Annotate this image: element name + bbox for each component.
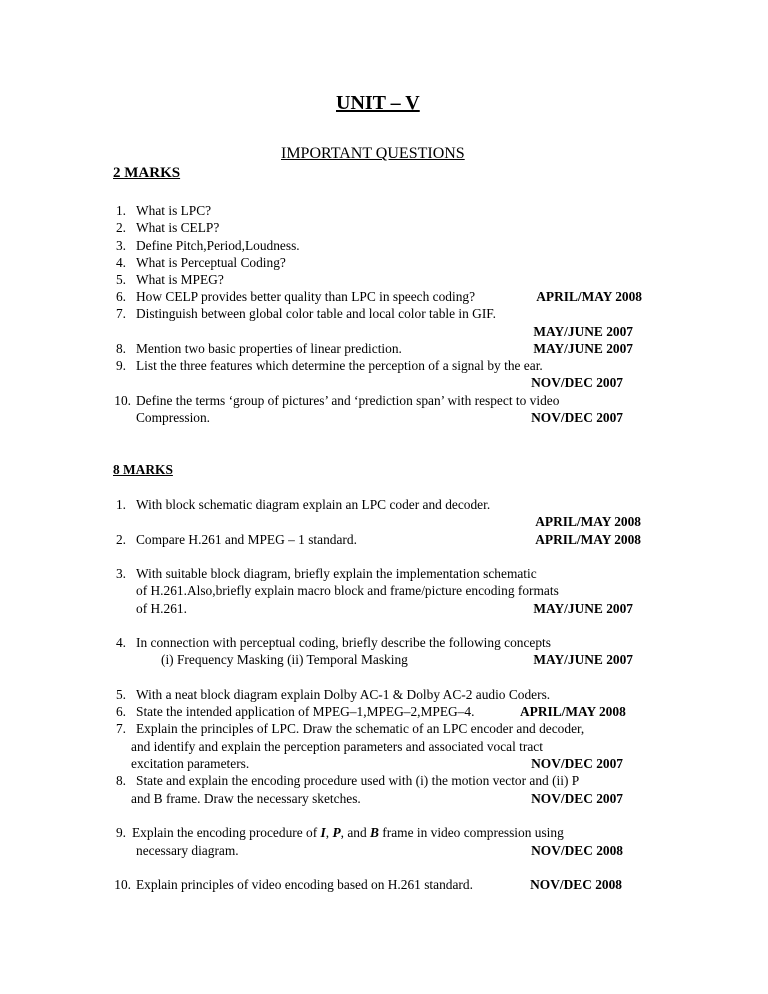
question-text-continued: Compression. — [136, 410, 211, 425]
exam-date-tag: APRIL/MAY 2008 — [536, 289, 642, 304]
item-number: 5. — [115, 272, 126, 287]
question-text-continued: and B frame. Draw the necessary sketches. — [131, 791, 361, 806]
question-text: Distinguish between global color table and local color table in GIF. — [136, 306, 497, 321]
question-text: What is CELP? — [136, 220, 220, 235]
question-text: What is Perceptual Coding? — [136, 255, 286, 270]
exam-date-tag: NOV/DEC 2008 — [530, 877, 622, 892]
question-text: What is LPC? — [136, 203, 212, 218]
exam-date-tag: MAY/JUNE 2007 — [533, 652, 633, 667]
question-text: With block schematic diagram explain an LPC coder and decoder. — [136, 497, 491, 512]
question-text: With a neat block diagram explain Dolby AC-1 & Dolby AC-2 audio Coders. — [136, 687, 551, 702]
exam-date-tag: NOV/DEC 2007 — [531, 410, 623, 425]
item-number: 10. — [114, 877, 131, 892]
question-text-part: frame in video compression using — [378, 825, 564, 840]
item-number: 6. — [115, 289, 126, 304]
item-number: 10. — [114, 393, 131, 408]
item-number: 7. — [115, 306, 126, 321]
question-text: What is MPEG? — [136, 272, 224, 287]
item-number: 2. — [115, 220, 126, 235]
exam-date-tag: NOV/DEC 2007 — [531, 375, 623, 390]
item-number: 3. — [115, 238, 126, 253]
section-heading-2-marks: 2 MARKS — [113, 165, 181, 181]
frame-p-label: P — [332, 825, 341, 840]
question-text: In connection with perceptual coding, briefly describe the following concepts — [136, 635, 551, 650]
question-text: State the intended application of MPEG–1,MPEG–2,MPEG–4. — [136, 704, 475, 719]
question-text: With suitable block diagram, briefly explain the implementation schematic — [136, 566, 537, 581]
exam-date-tag: APRIL/MAY 2008 — [520, 704, 626, 719]
question-text: Compare H.261 and MPEG – 1 standard. — [136, 532, 357, 547]
question-text: Explain the principles of LPC. Draw the schematic of an LPC encoder and decoder, — [136, 721, 585, 736]
separator: , and — [340, 825, 371, 840]
question-text: How CELP provides better quality than LPC in speech coding? — [136, 289, 476, 304]
question-text: Define Pitch,Period,Loudness. — [136, 238, 300, 253]
question-text: Define the terms ‘group of pictures’ and ‘prediction span’ with respect to video — [136, 393, 560, 408]
item-number: 9. — [115, 825, 126, 840]
exam-date-tag: MAY/JUNE 2007 — [533, 324, 633, 339]
frame-i-label: I — [320, 825, 326, 840]
exam-date-tag: MAY/JUNE 2007 — [533, 341, 633, 356]
exam-date-tag: APRIL/MAY 2008 — [535, 532, 641, 547]
question-text-continued: of H.261.Also,briefly explain macro block and frame/picture encoding formats — [136, 583, 559, 598]
item-number: 4. — [115, 255, 126, 270]
item-number: 8. — [115, 773, 126, 788]
item-number: 1. — [115, 497, 126, 512]
exam-date-tag: APRIL/MAY 2008 — [535, 514, 641, 529]
frame-b-label: B — [370, 825, 379, 840]
question-text-continued: of H.261. — [136, 601, 187, 616]
question-text-continued: necessary diagram. — [136, 843, 239, 858]
page-title: UNIT – V — [336, 92, 420, 114]
question-text-continued: excitation parameters. — [131, 756, 250, 771]
separator: , — [325, 825, 333, 840]
question-text: State and explain the encoding procedure used with (i) the motion vector and (ii) P — [136, 773, 580, 788]
section-heading-8-marks: 8 MARKS — [113, 462, 173, 477]
item-number: 7. — [115, 721, 126, 736]
question-text — [132, 824, 564, 841]
item-number: 3. — [115, 566, 126, 581]
question-text: Mention two basic properties of linear prediction. — [136, 341, 402, 356]
item-number: 9. — [115, 358, 126, 373]
item-number: 1. — [115, 203, 126, 218]
question-text-continued: (i) Frequency Masking (ii) Temporal Masking — [161, 652, 408, 667]
exam-date-tag: NOV/DEC 2007 — [531, 791, 623, 806]
question-text-part: Explain the encoding procedure of — [132, 825, 321, 840]
question-text: Explain principles of video encoding based on H.261 standard. — [136, 877, 473, 892]
exam-date-tag: MAY/JUNE 2007 — [533, 601, 633, 616]
item-number: 6. — [115, 704, 126, 719]
item-number: 8. — [115, 341, 126, 356]
item-number: 2. — [115, 532, 126, 547]
exam-date-tag: NOV/DEC 2008 — [531, 843, 623, 858]
exam-date-tag: NOV/DEC 2007 — [531, 756, 623, 771]
page-subtitle: IMPORTANT QUESTIONS — [281, 145, 465, 162]
item-number: 5. — [115, 687, 126, 702]
item-number: 4. — [115, 635, 126, 650]
question-text-continued: and identify and explain the perception parameters and associated vocal tract — [131, 739, 543, 754]
question-text: List the three features which determine the perception of a signal by the ear. — [136, 358, 543, 373]
